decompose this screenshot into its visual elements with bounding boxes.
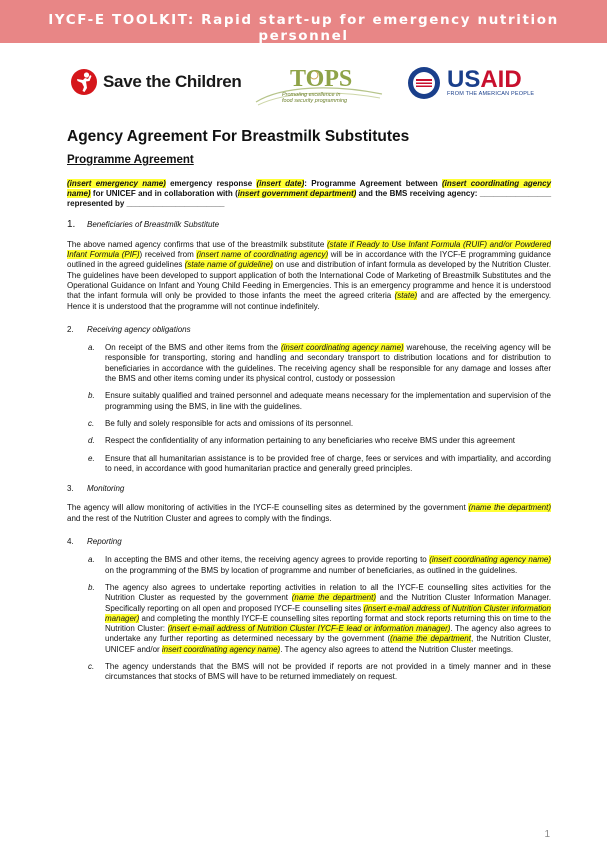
tops-tagline: Promoting excellence in food security programming: [282, 92, 348, 104]
save-the-children-logo: [70, 68, 242, 96]
obligations-list: [67, 343, 551, 474]
list-item: c. The agency understands that the BMS will not be provided if reports are not provided in a timely manner and in these circumstances that stocks of BMS will have to be returned immediately on request.: [88, 661, 551, 682]
page-number: 1: [544, 829, 550, 840]
document-subtitle: Programme Agreement: [67, 154, 194, 167]
list-item: b. Ensure suitably qualified and trained personnel and adequate means necessary for the implementation and supervision of the programming using the BMS, in line with the guidelines.: [88, 391, 551, 411]
usaid-tagline: FROM THE AMERICAN PEOPLE: [447, 91, 535, 97]
section-heading-monitoring: 3. Monitoring: [67, 484, 125, 494]
reporting-list: [67, 555, 551, 682]
list-item: b. The agency also agrees to undertake reporting activities in relation to all the IYCF-E counselling sites activities for the Nutrition Cluster as requested by the government (name the department) and the Nutrition Cluster Information Manager. Specifically reporting on all open and proposed IYCF-E counselling sites (insert e-mail address of Nutrition Cluster information manager) and completing the monthly IYCF-E counselling sites reporting format and stock reports returning this on time to the Nutrition Cluster: (insert e-mail address of Nutrition Cluster IYCF-E lead or information manager). The agency also agrees to undertake any further reporting as determined necessary by the government ((name the department, the Nutrition Cluster, UNICEF and/or insert coordinating agency name). The agency also agrees to attend the Nutrition Cluster meetings.: [88, 582, 551, 654]
banner-text: IYCF-E TOOLKIT: Rapid start-up for emergency nutrition personnel: [48, 12, 559, 44]
document-body: [67, 128, 552, 690]
save-the-children-wordmark: Save the Children: [103, 72, 242, 91]
section-heading-beneficiaries: 1. Beneficiaries of Breastmilk Substitute: [67, 219, 220, 231]
tops-logo: [252, 66, 387, 108]
intro-paragraph: (insert emergency name) emergency response (insert date): Programme Agreement between (insert coordinating agency name) for UNICEF and in collaboration with (insert government department) and the BMS receiving agency: ________________ represented by ______________________: [67, 178, 552, 209]
usaid-logo: [407, 66, 534, 100]
list-item: a. On receipt of the BMS and other items from the (insert coordinating agency name) warehouse, the receiving agency will be responsible for transporting, storing and handling and secondary transport to distribution locations and for distribution to beneficiaries in accordance with the guidelines. The receiving agency shall be responsible for any damage and losses after the BMS and other items coming under its physical control, custody or possession: [88, 343, 552, 384]
list-item: c. Be fully and solely responsible for acts and omissions of its personnel.: [88, 418, 354, 428]
list-item: e. Ensure that all humanitarian assistance is to be provided free of charge, fees or services and with impartiality, and according to need, in accordance with good humanitarian practice and generally greed principles.: [88, 453, 551, 473]
document-title: Agency Agreement For Breastmilk Substitutes: [67, 128, 410, 145]
child-figure-icon: [70, 68, 98, 96]
usaid-wordmark: USAID: [447, 66, 522, 93]
section-heading-reporting: 4. Reporting: [67, 537, 122, 547]
section-heading-obligations: 2. Receiving agency obligations: [67, 324, 191, 334]
list-item: d. Respect the confidentiality of any information pertaining to any beneficiaries who receive BMS under this agreement: [88, 436, 516, 446]
section-beneficiaries-text: The above named agency confirms that use of the breastmilk substitute (state if Ready to Use Infant Formula (RUIF) and/or Powdered Infant Formula (PIF)) received from (insert name of coordinating agency) will be in accordance with the IYCF-E programming guidance outlined in the agreed guidelines (state name of guideline) on use and distribution of infant formula as developed by the Nutrition Cluster. The guidelines have been developed to support application of both the International Code of Marketing of Breastmilk Substitutes and the Operational Guidance on Infant and Young Child Feeding in Emergencies. This is an emergency programme and hence it is understood that the infant formula will only be provided to those infants the meet the agreed criteria (state) and are affected by the emergency. Hence it is understood that the programme will not continue indefinitely.: [67, 239, 552, 311]
logo-strip: [0, 62, 607, 112]
section-monitoring-text: The agency will allow monitoring of activities in the IYCF-E counselling sites as determined by the government (name the department) and the rest of the Nutrition Cluster and agrees to comply with the findings.: [67, 503, 552, 523]
usaid-seal-icon: [407, 66, 441, 100]
list-item: a. In accepting the BMS and other items, the receiving agency agrees to provide reporting to (insert coordinating agency name) on the programming of the BMS by location of programme and number of beneficiaries, as outlined in the guidelines.: [88, 555, 551, 575]
header-banner: [0, 0, 607, 43]
tops-wordmark: TOPS: [290, 66, 353, 92]
